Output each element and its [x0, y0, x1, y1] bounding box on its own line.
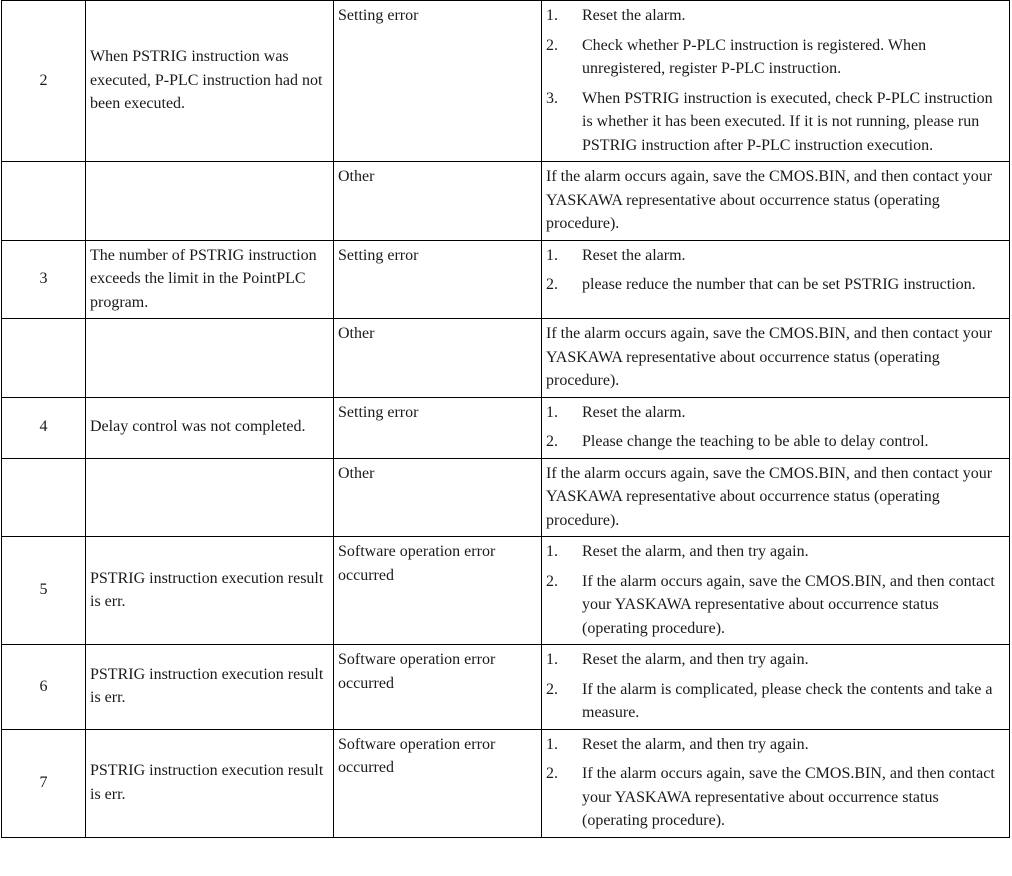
- empty-cell: [2, 319, 86, 398]
- remedy-step: [546, 401, 1005, 425]
- table-row: [2, 537, 1010, 645]
- step-number: 1.: [546, 735, 558, 753]
- step-text: Reset the alarm.: [582, 246, 686, 264]
- error-type: Other: [334, 162, 542, 241]
- error-type: Software operation error occurred: [334, 537, 542, 645]
- remedy-steps: [546, 244, 1005, 297]
- step-number: 2.: [546, 765, 558, 782]
- remedy-text: If the alarm occurs again, save the CMOS.BIN, and then contact your YASKAWA representative about occurrence status (operating procedure).: [542, 162, 1010, 241]
- remedy-step: [546, 4, 1005, 28]
- alarm-cause: When PSTRIG instruction was executed, P-PLC instruction had not been executed.: [86, 1, 334, 162]
- step-text: When PSTRIG instruction is executed, check P-PLC instruction is whether it has been executed. If it is not running, please run PSTRIG instruction after P-PLC instruction execution.: [582, 89, 993, 154]
- alarm-cause: The number of PSTRIG instruction exceeds the limit in the PointPLC program.: [86, 240, 334, 319]
- step-number: 2.: [546, 276, 558, 293]
- empty-cell: [2, 162, 86, 241]
- alarm-cause: PSTRIG instruction execution result is err.: [86, 645, 334, 730]
- remedy-step: [546, 678, 1005, 725]
- remedy-step: [546, 570, 1005, 641]
- table-row: [2, 240, 1010, 319]
- alarm-remedy-table: [1, 0, 1010, 838]
- step-text: If the alarm occurs again, save the CMOS.BIN, and then contact your YASKAWA representative about occurrence status (operating procedure).: [582, 572, 995, 637]
- empty-cell: [86, 162, 334, 241]
- error-type: Other: [334, 319, 542, 398]
- table-row: [2, 458, 1010, 537]
- step-text: Reset the alarm.: [582, 7, 686, 24]
- table-row: [2, 1, 1010, 162]
- remedy-cell: [542, 1, 1010, 162]
- step-text: Reset the alarm, and then try again.: [582, 735, 809, 753]
- step-text: Reset the alarm.: [582, 403, 686, 421]
- alarm-cause: Delay control was not completed.: [86, 397, 334, 458]
- remedy-cell: [542, 397, 1010, 458]
- alarm-cause: PSTRIG instruction execution result is err.: [86, 537, 334, 645]
- error-type: Setting error: [334, 240, 542, 319]
- step-number: 2.: [546, 433, 558, 450]
- table-row: [2, 645, 1010, 730]
- table-row: [2, 397, 1010, 458]
- step-text: Reset the alarm, and then try again.: [582, 543, 809, 560]
- error-type: Software operation error occurred: [334, 729, 542, 837]
- empty-cell: [86, 319, 334, 398]
- step-number: 1.: [546, 651, 558, 668]
- alarm-number: 2: [2, 1, 86, 162]
- step-number: 1.: [546, 403, 558, 421]
- remedy-step: [546, 87, 1005, 158]
- step-number: 2.: [546, 680, 558, 698]
- remedy-steps: [546, 4, 1005, 157]
- remedy-step: [546, 244, 1005, 268]
- step-number: 2.: [546, 572, 558, 590]
- remedy-cell: [542, 729, 1010, 837]
- error-type: Software operation error occurred: [334, 645, 542, 730]
- empty-cell: [2, 458, 86, 537]
- step-text: If the alarm occurs again, save the CMOS.BIN, and then contact your YASKAWA representative about occurrence status (operating procedure).: [582, 765, 995, 829]
- table-row: [2, 319, 1010, 398]
- step-number: 3.: [546, 89, 558, 107]
- remedy-steps: [546, 401, 1005, 454]
- step-text: If the alarm is complicated, please check the contents and take a measure.: [582, 680, 993, 721]
- remedy-cell: [542, 645, 1010, 730]
- step-text: Check whether P-PLC instruction is registered. When unregistered, register P-PLC instruction.: [582, 36, 927, 77]
- remedy-text: If the alarm occurs again, save the CMOS.BIN, and then contact your YASKAWA representative about occurrence status (operating procedure).: [542, 458, 1010, 537]
- remedy-step: [546, 34, 1005, 81]
- remedy-step: [546, 762, 1005, 833]
- error-type: Setting error: [334, 397, 542, 458]
- remedy-cell: [542, 240, 1010, 319]
- remedy-text: If the alarm occurs again, save the CMOS.BIN, and then contact your YASKAWA representative about occurrence status (operating procedure).: [542, 319, 1010, 398]
- step-text: please reduce the number that can be set PSTRIG instruction.: [582, 276, 976, 293]
- alarm-number: 4: [2, 397, 86, 458]
- step-number: 1.: [546, 246, 558, 264]
- step-text: Please change the teaching to be able to delay control.: [582, 433, 929, 450]
- remedy-step: [546, 540, 1005, 564]
- remedy-step: [546, 648, 1005, 672]
- table-row: [2, 729, 1010, 837]
- remedy-steps: [546, 733, 1005, 833]
- empty-cell: [86, 458, 334, 537]
- alarm-number: 3: [2, 240, 86, 319]
- alarm-number: 6: [2, 645, 86, 730]
- step-number: 1.: [546, 7, 558, 24]
- table-row: [2, 162, 1010, 241]
- step-number: 2.: [546, 36, 558, 54]
- remedy-step: [546, 273, 1005, 297]
- remedy-step: [546, 733, 1005, 757]
- alarm-cause: PSTRIG instruction execution result is err.: [86, 729, 334, 837]
- alarm-number: 5: [2, 537, 86, 645]
- error-type: Setting error: [334, 1, 542, 162]
- step-number: 1.: [546, 543, 558, 560]
- remedy-cell: [542, 537, 1010, 645]
- remedy-steps: [546, 540, 1005, 640]
- remedy-steps: [546, 648, 1005, 725]
- error-type: Other: [334, 458, 542, 537]
- remedy-step: [546, 430, 1005, 454]
- step-text: Reset the alarm, and then try again.: [582, 651, 809, 668]
- alarm-number: 7: [2, 729, 86, 837]
